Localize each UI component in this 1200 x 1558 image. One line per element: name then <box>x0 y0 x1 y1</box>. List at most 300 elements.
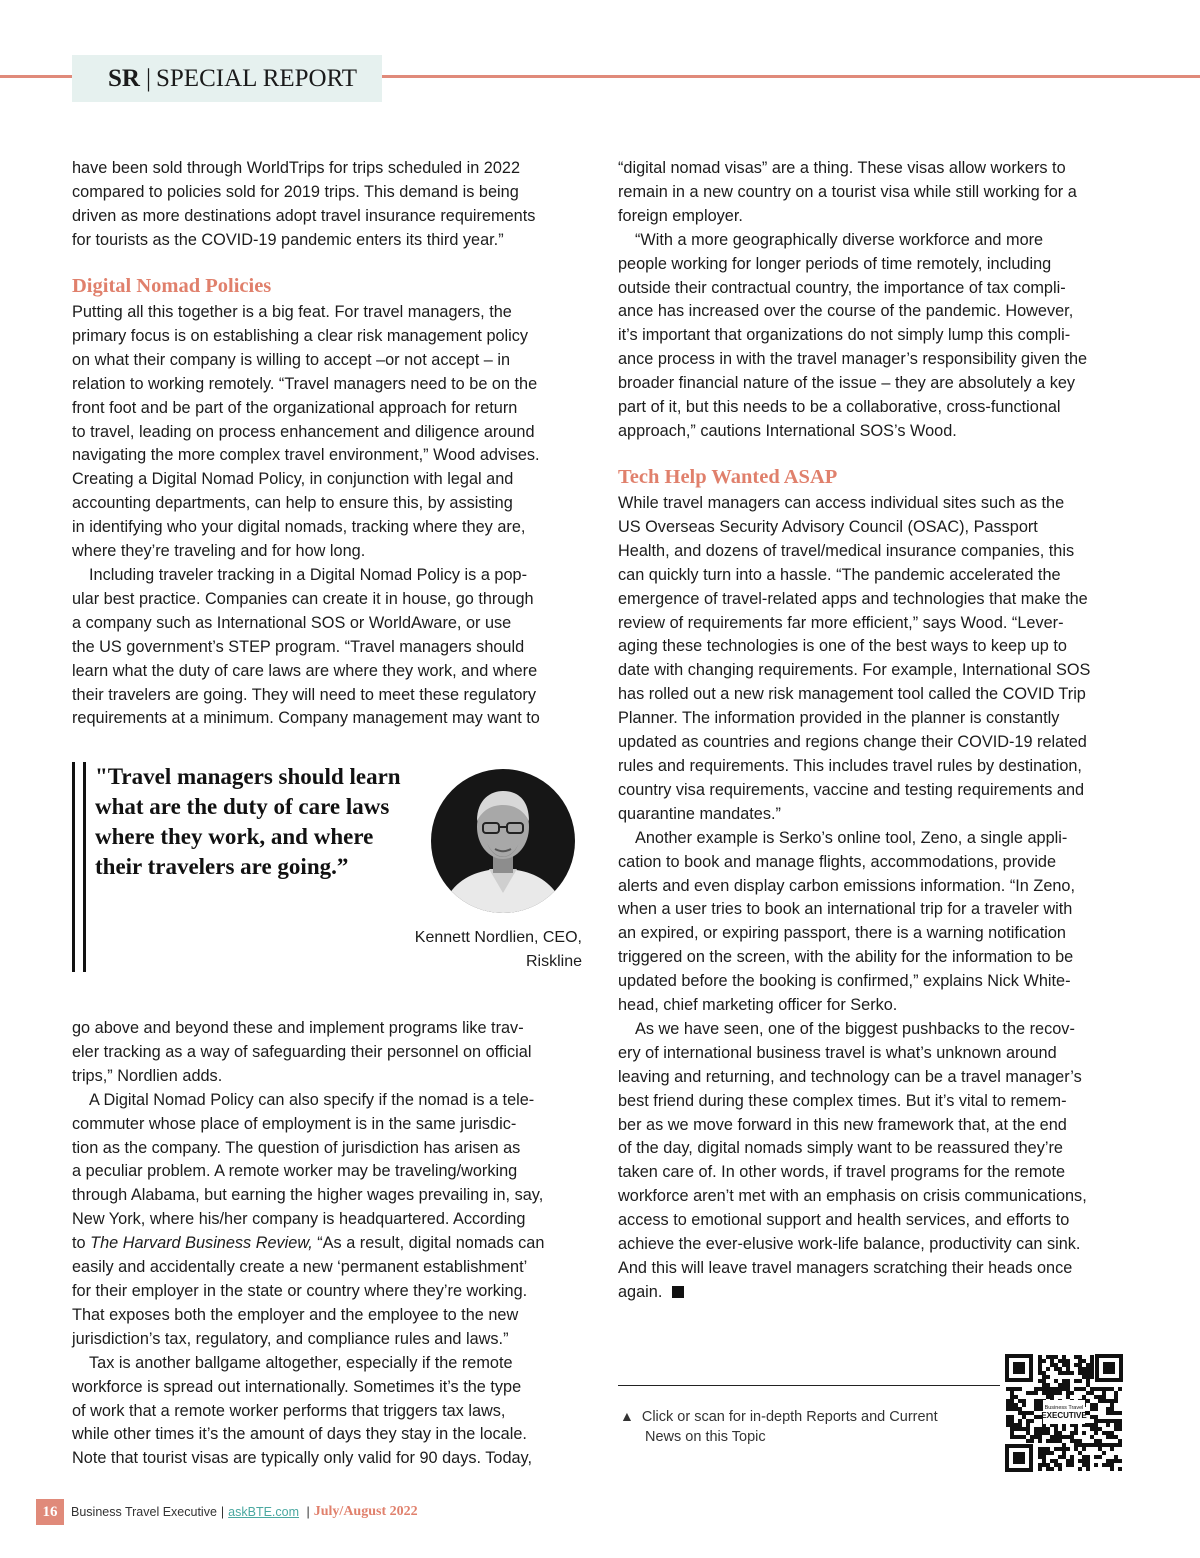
qr-module <box>1114 1427 1118 1431</box>
qr-module <box>1106 1423 1110 1427</box>
qr-module <box>1058 1463 1062 1467</box>
qr-module <box>1082 1359 1086 1363</box>
qr-module <box>1106 1463 1110 1467</box>
body-line: has rolled out a new risk management tool called the COVID Trip <box>618 685 1086 704</box>
qr-module <box>1046 1391 1050 1395</box>
qr-module <box>1090 1367 1094 1371</box>
qr-module <box>1022 1415 1026 1419</box>
qr-module <box>1038 1371 1042 1375</box>
qr-module <box>1062 1443 1066 1447</box>
qr-module <box>1118 1411 1122 1415</box>
qr-module <box>1038 1427 1042 1431</box>
body-line: when a user tries to book an international trip for a traveler with <box>618 900 1073 919</box>
qr-module <box>1058 1371 1062 1375</box>
qr-module <box>1094 1415 1098 1419</box>
qr-module <box>1074 1431 1078 1435</box>
qr-module <box>1050 1439 1054 1443</box>
qr-module <box>1046 1447 1050 1451</box>
qr-module <box>1098 1427 1102 1431</box>
qr-module <box>1034 1431 1038 1435</box>
body-line: learn what the duty of care laws are where they work, and where <box>72 661 538 680</box>
header-rule-right <box>382 75 1200 78</box>
qr-module <box>1118 1419 1122 1423</box>
qr-module <box>1082 1371 1086 1375</box>
attribution-company: Riskline <box>525 953 582 970</box>
section-abbr: SR <box>108 64 140 92</box>
qr-module <box>1086 1443 1090 1447</box>
qr-module <box>1082 1367 1086 1371</box>
qr-module <box>1054 1363 1058 1367</box>
body-line: cation to book and manage flights, accommodations, provide <box>618 852 1057 871</box>
qr-module <box>1114 1455 1118 1459</box>
qr-module <box>1046 1383 1050 1387</box>
qr-module <box>1098 1455 1102 1459</box>
qr-module <box>1062 1435 1066 1439</box>
scan-line-1: Click or scan for in-depth Reports and Current <box>641 1409 938 1425</box>
body-text: “As a result, digital nomads can <box>317 1234 545 1253</box>
qr-module <box>1038 1367 1042 1371</box>
body-line: ber as we move forward in this new framework that, at the end <box>618 1115 1067 1134</box>
qr-module <box>1074 1355 1078 1359</box>
qr-module <box>1074 1427 1078 1431</box>
qr-module <box>1066 1463 1070 1467</box>
qr-module <box>1026 1423 1030 1427</box>
body-line: have been sold through WorldTrips for trips scheduled in 2022 <box>72 159 520 177</box>
pull-quote-line: "Travel managers should learn <box>95 764 401 789</box>
qr-module <box>1102 1419 1106 1423</box>
qr-module <box>1034 1415 1038 1419</box>
body-line: it’s important that organizations do not simply lump this compli- <box>618 326 1071 345</box>
attribution-name: Kennett Nordlien, CEO, <box>414 929 582 946</box>
qr-module <box>1018 1427 1022 1431</box>
qr-module <box>1114 1435 1118 1439</box>
qr-module <box>1014 1403 1018 1407</box>
qr-module <box>1058 1439 1062 1443</box>
qr-module <box>1062 1371 1066 1375</box>
qr-module <box>1010 1419 1014 1423</box>
body-line: people working for longer periods of time remotely, including <box>618 254 1052 273</box>
qr-module <box>1026 1439 1030 1443</box>
qr-module <box>1098 1439 1102 1443</box>
qr-module <box>1038 1447 1042 1451</box>
qr-module <box>1026 1431 1030 1435</box>
body-line: workforce aren’t met with an emphasis on crisis communications, <box>618 1187 1087 1206</box>
qr-module <box>1110 1435 1114 1439</box>
body-line: of work that a remote worker performs that triggers tax laws, <box>72 1401 506 1420</box>
qr-module <box>1090 1423 1094 1427</box>
body-line: in identifying who your digital nomads, tracking where they are, <box>72 518 526 537</box>
qr-module <box>1066 1447 1070 1451</box>
body-line: triggered on the screen, with the ability for the information to be <box>618 948 1074 967</box>
qr-module <box>1070 1459 1074 1463</box>
qr-module <box>1102 1391 1106 1395</box>
issue-date: July/August 2022 <box>313 1504 418 1519</box>
qr-module <box>1074 1439 1078 1443</box>
qr-module <box>1082 1459 1086 1463</box>
qr-module <box>1062 1451 1066 1455</box>
qr-module <box>1054 1431 1058 1435</box>
body-line: achieve the ever-elusive work-life balance, productivity can sink. <box>618 1235 1081 1254</box>
qr-module <box>1006 1407 1010 1411</box>
qr-module <box>1110 1459 1114 1463</box>
body-line: a peculiar problem. A remote worker may be traveling/working <box>72 1162 518 1181</box>
body-line: while other times it’s the amount of days they stay in the locale. <box>72 1425 527 1444</box>
qr-module <box>1082 1387 1086 1391</box>
body-line: Note that tourist visas are typically only valid for 90 days. Today, <box>72 1449 533 1468</box>
qr-module <box>1018 1411 1022 1415</box>
body-line: emergence of travel-related apps and technologies that make the <box>618 589 1088 608</box>
qr-module <box>1038 1387 1042 1391</box>
qr-module <box>1106 1399 1110 1403</box>
qr-module <box>1078 1363 1082 1367</box>
heading-digital-nomad-policies: Digital Nomad Policies <box>72 275 272 297</box>
qr-module <box>1010 1387 1014 1391</box>
qr-module <box>1078 1443 1082 1447</box>
qr-module <box>1006 1415 1010 1419</box>
qr-module <box>1050 1395 1054 1399</box>
qr-module <box>1066 1387 1070 1391</box>
qr-module <box>1106 1387 1110 1391</box>
qr-module <box>1038 1467 1042 1471</box>
body-line: leaving and returning, and technology can be a travel manager’s <box>618 1067 1082 1086</box>
body-line: tion as the company. The question of jurisdiction has arisen as <box>72 1138 521 1157</box>
qr-module <box>1054 1391 1058 1395</box>
qr-module <box>1006 1423 1010 1427</box>
qr-module <box>1082 1431 1086 1435</box>
qr-module <box>1046 1467 1050 1471</box>
body-line: for tourists as the COVID-19 pandemic enters its third year.” <box>72 230 504 249</box>
qr-module <box>1054 1379 1058 1383</box>
qr-module <box>1014 1395 1018 1399</box>
body-line: relation to working remotely. “Travel managers need to be on the <box>72 374 538 393</box>
pull-quote <box>95 762 401 882</box>
qr-module <box>1118 1387 1122 1391</box>
publication-title: The Harvard Business Review, <box>90 1234 313 1253</box>
qr-module <box>1070 1371 1074 1375</box>
qr-module <box>1110 1399 1114 1403</box>
qr-logo-big: EXECUTIVE <box>1041 1411 1087 1420</box>
qr-module <box>1042 1391 1046 1395</box>
qr-module <box>1090 1359 1094 1363</box>
qr-module <box>1106 1411 1110 1415</box>
qr-module <box>1042 1463 1046 1467</box>
qr-module <box>1094 1463 1098 1467</box>
qr-module <box>1022 1427 1026 1431</box>
body-line: review of requirements far more efficient,” says Wood. “Lever- <box>618 613 1064 632</box>
qr-module <box>1086 1383 1090 1387</box>
page-number: 16 <box>36 1499 64 1525</box>
body-line: alerts and even display carbon emissions information. “In Zeno, <box>618 876 1076 895</box>
qr-module <box>1034 1427 1038 1431</box>
qr-module <box>1078 1451 1082 1455</box>
qr-module <box>1086 1467 1090 1471</box>
qr-module <box>1022 1411 1026 1415</box>
qr-module <box>1098 1443 1102 1447</box>
body-line: Including traveler tracking in a Digital Nomad Policy is a pop- <box>89 565 527 584</box>
qr-module <box>1054 1427 1058 1431</box>
body-line: And this will leave travel managers scratching their heads once <box>618 1259 1073 1277</box>
qr-code[interactable] <box>1005 1354 1123 1472</box>
qr-module <box>1042 1455 1046 1459</box>
qr-module <box>1062 1379 1066 1383</box>
qr-module <box>1058 1435 1062 1439</box>
body-line: their travelers are going. They will need to meet these regulatory <box>72 685 536 704</box>
triangle-up-icon: ▲ <box>620 1408 634 1424</box>
qr-module <box>1054 1387 1058 1391</box>
body-line: foreign employer. <box>618 206 743 225</box>
qr-module <box>1118 1427 1122 1431</box>
qr-module <box>1070 1439 1074 1443</box>
qr-module <box>1114 1443 1118 1447</box>
end-mark-icon <box>672 1286 684 1298</box>
body-line: head, chief marketing officer for Serko. <box>618 996 898 1015</box>
qr-module <box>1114 1423 1118 1427</box>
qr-module <box>1094 1443 1098 1447</box>
qr-module <box>1066 1359 1070 1363</box>
qr-module <box>1094 1403 1098 1407</box>
body-line: a company such as International SOS or WorldAware, or use <box>72 613 512 632</box>
qr-module <box>1074 1387 1078 1391</box>
right-column-bottom <box>618 492 1090 1305</box>
qr-module <box>1042 1459 1046 1463</box>
qr-module <box>1110 1467 1114 1471</box>
body-line: where they’re traveling and for how long. <box>72 542 366 561</box>
qr-module <box>1038 1359 1042 1363</box>
body-line: Tax is another ballgame altogether, especially if the remote <box>89 1353 513 1372</box>
qr-module <box>1102 1443 1106 1447</box>
body-line <box>618 1281 1090 1305</box>
qr-module <box>1070 1463 1074 1467</box>
qr-module <box>1042 1383 1046 1387</box>
qr-module <box>1106 1435 1110 1439</box>
qr-module <box>1094 1455 1098 1459</box>
qr-module <box>1086 1455 1090 1459</box>
qr-module <box>1090 1375 1094 1379</box>
qr-module <box>1038 1439 1042 1443</box>
qr-module <box>1070 1435 1074 1439</box>
qr-module <box>1118 1459 1122 1463</box>
qr-module <box>1086 1459 1090 1463</box>
qr-module <box>1090 1407 1094 1411</box>
qr-module <box>1038 1455 1042 1459</box>
qr-module <box>1046 1395 1050 1399</box>
qr-module <box>1074 1363 1078 1367</box>
body-line: the US government’s STEP program. “Travel managers should <box>72 637 525 656</box>
publication-name: Business Travel Executive <box>71 1505 217 1519</box>
qr-module <box>1094 1407 1098 1411</box>
qr-module <box>1050 1363 1054 1367</box>
body-line: US Overseas Security Advisory Council (OSAC), Passport <box>618 517 1038 536</box>
qr-module <box>1086 1375 1090 1379</box>
qr-module <box>1098 1399 1102 1403</box>
qr-module <box>1018 1407 1022 1411</box>
qr-module <box>1058 1455 1062 1459</box>
qr-module <box>1078 1371 1082 1375</box>
qr-module <box>1058 1383 1062 1387</box>
qr-module <box>1038 1431 1042 1435</box>
qr-module <box>1054 1447 1058 1451</box>
body-line: navigating the more complex travel environment,” Wood advises. <box>72 446 540 465</box>
qr-module <box>1110 1447 1114 1451</box>
qr-logo-small: Business Travel <box>1044 1405 1084 1411</box>
qr-module <box>1050 1355 1054 1359</box>
body-line: “digital nomad visas” are a thing. These visas allow workers to <box>618 159 1066 177</box>
qr-module <box>1090 1443 1094 1447</box>
pull-quote-line: what are the duty of care laws <box>95 794 390 819</box>
body-text: to <box>72 1234 86 1253</box>
qr-module <box>1078 1379 1082 1383</box>
body-line: quarantine mandates.” <box>618 804 781 823</box>
qr-finder-bottom-left <box>1005 1444 1033 1472</box>
body-line: Creating a Digital Nomad Policy, in conjunction with legal and <box>72 470 514 489</box>
qr-module <box>1022 1435 1026 1439</box>
qr-module <box>1098 1387 1102 1391</box>
qr-module <box>1022 1399 1026 1403</box>
qr-module <box>1106 1431 1110 1435</box>
qr-module <box>1094 1427 1098 1431</box>
qr-module <box>1086 1423 1090 1427</box>
qr-module <box>1082 1463 1086 1467</box>
qr-module <box>1090 1403 1094 1407</box>
qr-module <box>1046 1375 1050 1379</box>
qr-module <box>1094 1419 1098 1423</box>
qr-module <box>1010 1403 1014 1407</box>
body-line: compared to policies sold for 2019 trips. This demand is being <box>72 182 519 201</box>
qr-module <box>1034 1399 1038 1403</box>
qr-module <box>1046 1463 1050 1467</box>
pull-quote-bar <box>72 762 75 972</box>
qr-module <box>1082 1447 1086 1451</box>
qr-module <box>1062 1383 1066 1387</box>
qr-module <box>1046 1355 1050 1359</box>
qr-module <box>1058 1391 1062 1395</box>
body-line: jurisdiction’s tax, regulatory, and compliance rules and laws.” <box>72 1329 509 1348</box>
qr-module <box>1114 1411 1118 1415</box>
body-line: updated as countries and regions change their COVID-19 related <box>618 733 1087 752</box>
qr-module <box>1010 1423 1014 1427</box>
qr-module <box>1086 1363 1090 1367</box>
qr-module <box>1026 1427 1030 1431</box>
qr-module <box>1070 1431 1074 1435</box>
pull-quote-line: where they work, and where <box>95 824 374 849</box>
body-line: rules and requirements. This includes travel rules by destination, <box>618 756 1082 775</box>
qr-module <box>1034 1387 1038 1391</box>
qr-module <box>1102 1395 1106 1399</box>
body-line: can quickly turn into a hassle. “The pandemic accelerated the <box>618 565 1061 584</box>
body-line: workforce is spread out internationally. Sometimes it’s the type <box>72 1377 522 1396</box>
qr-module <box>1066 1395 1070 1399</box>
qr-module <box>1030 1419 1034 1423</box>
qr-module <box>1106 1407 1110 1411</box>
qr-module <box>1102 1431 1106 1435</box>
qr-module <box>1118 1467 1122 1471</box>
body-line: accounting departments, can help to ensure this, by assisting <box>72 494 513 513</box>
qr-module <box>1118 1439 1122 1443</box>
qr-module <box>1074 1447 1078 1451</box>
qr-module <box>1026 1411 1030 1415</box>
qr-module <box>1078 1367 1082 1371</box>
qr-module <box>1066 1363 1070 1367</box>
qr-module <box>1046 1387 1050 1391</box>
qr-module <box>1014 1387 1018 1391</box>
qr-module <box>1070 1391 1074 1395</box>
qr-module <box>1038 1403 1042 1407</box>
qr-module <box>1082 1395 1086 1399</box>
qr-module <box>1110 1419 1114 1423</box>
qr-module <box>1090 1363 1094 1367</box>
qr-module <box>1050 1387 1054 1391</box>
body-line: Health, and dozens of travel/medical insurance companies, this <box>618 541 1075 560</box>
qr-module <box>1010 1415 1014 1419</box>
qr-module <box>1086 1367 1090 1371</box>
pull-quote-attribution <box>415 926 582 974</box>
qr-module <box>1094 1395 1098 1399</box>
qr-module <box>1098 1395 1102 1399</box>
qr-module <box>1086 1371 1090 1375</box>
qr-module <box>1102 1463 1106 1467</box>
qr-module <box>1098 1447 1102 1451</box>
qr-module <box>1066 1371 1070 1375</box>
qr-module <box>1018 1419 1022 1423</box>
qr-module <box>1058 1387 1062 1391</box>
body-line: part of it, but this needs to be a collaborative, cross-functional <box>618 398 1061 417</box>
qr-module <box>1078 1359 1082 1363</box>
qr-module <box>1110 1463 1114 1467</box>
qr-module <box>1058 1467 1062 1471</box>
qr-module <box>1082 1443 1086 1447</box>
qr-module <box>1054 1463 1058 1467</box>
body-line: A Digital Nomad Policy can also specify if the nomad is a tele- <box>89 1090 535 1109</box>
body-line: of the day, digital nomads simply want to be reassured they’re <box>618 1139 1063 1158</box>
qr-module <box>1094 1439 1098 1443</box>
qr-module <box>1074 1443 1078 1447</box>
scan-line-2: News on this Topic <box>645 1429 766 1445</box>
qr-module <box>1046 1431 1050 1435</box>
website-link[interactable]: askBTE.com <box>228 1505 300 1519</box>
body-line: primary focus is on establishing a clear risk management policy <box>72 326 529 345</box>
qr-module <box>1054 1459 1058 1463</box>
qr-module <box>1022 1403 1026 1407</box>
body-line: date with changing requirements. For example, International SOS <box>618 661 1091 680</box>
qr-module <box>1062 1455 1066 1459</box>
qr-module <box>1034 1403 1038 1407</box>
qr-module <box>1034 1391 1038 1395</box>
body-line: Another example is Serko’s online tool, Zeno, a single appli- <box>635 828 1068 847</box>
qr-module <box>1098 1419 1102 1423</box>
body-line: country visa requirements, vaccine and testing requirements and <box>618 780 1085 799</box>
body-text: again. <box>618 1282 663 1301</box>
qr-module <box>1090 1427 1094 1431</box>
body-line: Putting all this together is a big feat. For travel managers, the <box>72 303 512 321</box>
scan-prompt[interactable] <box>620 1406 938 1447</box>
qr-module <box>1010 1395 1014 1399</box>
body-line: an expired, or expiring passport, there is a warning notification <box>618 924 1066 943</box>
qr-module <box>1106 1459 1110 1463</box>
qr-module <box>1006 1399 1010 1403</box>
body-line: ular best practice. Companies can create it in house, go through <box>72 589 534 608</box>
qr-module <box>1062 1427 1066 1431</box>
qr-module <box>1014 1423 1018 1427</box>
body-line: That exposes both the employer and the employee to the new <box>72 1305 519 1324</box>
qr-module <box>1094 1423 1098 1427</box>
body-line: to travel, leading on process enhancement and diligence around <box>72 422 535 441</box>
qr-module <box>1058 1359 1062 1363</box>
qr-module <box>1110 1387 1114 1391</box>
pull-quote-line: their travelers are going.” <box>95 854 349 879</box>
body-line: easily and accidentally create a new ‘permanent establishment’ <box>72 1258 528 1277</box>
qr-module <box>1082 1375 1086 1379</box>
pull-quote-bar <box>83 762 86 972</box>
